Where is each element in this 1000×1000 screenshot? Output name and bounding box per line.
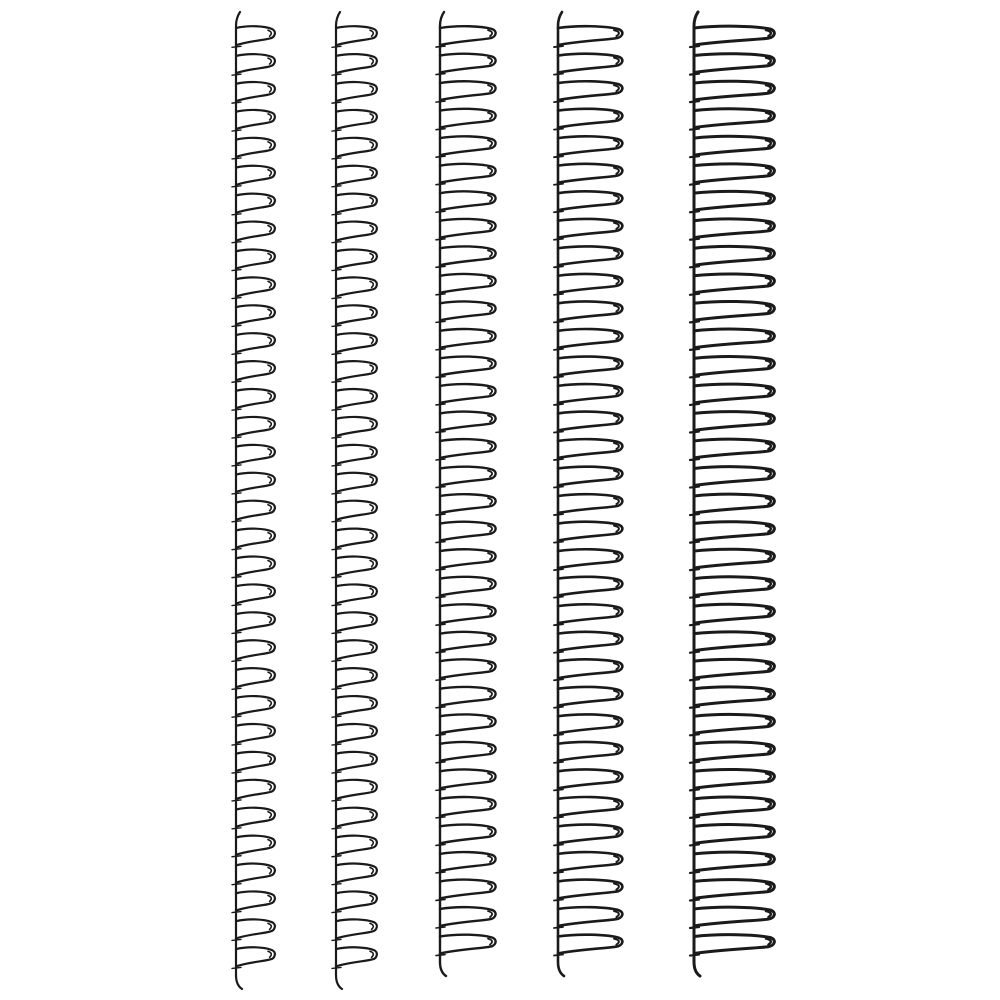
coil-tick: [690, 74, 699, 75]
coil-tick: [554, 294, 563, 295]
coil-tick: [554, 239, 563, 240]
coil-tick: [436, 101, 445, 102]
coil-tick: [332, 577, 341, 578]
coil-tick: [554, 927, 563, 928]
coil-tick: [690, 707, 699, 708]
coil-tick: [332, 493, 341, 494]
coil-tick: [332, 158, 341, 159]
coil-tick: [332, 521, 341, 522]
coil-tick: [436, 707, 445, 708]
coil-tick: [232, 74, 241, 75]
coil-tick: [690, 404, 699, 405]
coil-tick: [690, 294, 699, 295]
coil-tick: [232, 800, 241, 801]
coil-tick: [436, 624, 445, 625]
coil-tick: [332, 716, 341, 717]
coil-tick: [332, 381, 341, 382]
coil-tick: [690, 789, 699, 790]
coil-tick: [332, 102, 341, 103]
coil-tick: [232, 102, 241, 103]
coil-tick: [690, 844, 699, 845]
coil-tick: [690, 459, 699, 460]
coil-tick: [436, 817, 445, 818]
coil-tick: [690, 872, 699, 873]
coil-tick: [554, 624, 563, 625]
coil-tick: [436, 239, 445, 240]
coil-tick: [332, 549, 341, 550]
coil-tick: [554, 404, 563, 405]
coil-tick: [690, 211, 699, 212]
coil-tick: [332, 939, 341, 940]
coil-tick: [436, 679, 445, 680]
coil-tick: [436, 156, 445, 157]
coil-tick: [554, 349, 563, 350]
coil-tick: [690, 349, 699, 350]
coil-tick: [554, 679, 563, 680]
coil-tick: [690, 487, 699, 488]
coil-tick: [690, 679, 699, 680]
coil-tick: [436, 597, 445, 598]
coil-tick: [232, 939, 241, 940]
coil-tick: [554, 266, 563, 267]
coil-tick: [232, 828, 241, 829]
coil-tick: [554, 762, 563, 763]
coil-tick: [332, 772, 341, 773]
coil-tick: [690, 624, 699, 625]
coil-tick: [690, 762, 699, 763]
coil-tick: [690, 899, 699, 900]
coil-tick: [436, 184, 445, 185]
coil-tick: [232, 437, 241, 438]
coil-tick: [332, 46, 341, 47]
coil-tick: [436, 211, 445, 212]
coil-tick: [554, 74, 563, 75]
coil-tick: [690, 376, 699, 377]
coil-tick: [690, 321, 699, 322]
coil-tick: [232, 688, 241, 689]
coil-tick: [332, 800, 341, 801]
coil-tick: [436, 762, 445, 763]
coil-tick: [690, 184, 699, 185]
coil-tick: [232, 493, 241, 494]
coil-tick: [232, 353, 241, 354]
coil-tick: [232, 381, 241, 382]
coil-tick: [232, 298, 241, 299]
coil-tick: [690, 514, 699, 515]
coil-tick: [436, 734, 445, 735]
coil-tick: [690, 927, 699, 928]
coil-tick: [232, 325, 241, 326]
coil-tick: [554, 184, 563, 185]
coil-tick: [232, 214, 241, 215]
coil-tick: [436, 321, 445, 322]
coil-tick: [436, 652, 445, 653]
coil-tick: [554, 955, 563, 956]
coil-tick: [554, 46, 563, 47]
coil-tick: [554, 734, 563, 735]
coil-tick: [436, 927, 445, 928]
coil-tick: [332, 632, 341, 633]
coil-tick: [332, 967, 341, 968]
coil-tick: [690, 652, 699, 653]
coil-tick: [332, 214, 341, 215]
coil-tick: [554, 707, 563, 708]
coil-tick: [554, 129, 563, 130]
coil-tick: [436, 266, 445, 267]
coil-tick: [232, 716, 241, 717]
coil-tick: [690, 597, 699, 598]
coil-tick: [690, 239, 699, 240]
coil-tick: [436, 955, 445, 956]
coil-tick: [690, 542, 699, 543]
coil-tick: [554, 321, 563, 322]
coil-tick: [436, 872, 445, 873]
coil-tick: [690, 266, 699, 267]
coil-tick: [232, 660, 241, 661]
coil-tick: [554, 431, 563, 432]
coil-tick: [690, 817, 699, 818]
coil-tick: [690, 431, 699, 432]
coil-tick: [232, 242, 241, 243]
coil-tick: [232, 158, 241, 159]
coil-tick: [232, 744, 241, 745]
coil-tick: [232, 967, 241, 968]
coil-tick: [232, 772, 241, 773]
coil-tick: [332, 744, 341, 745]
coil-tick: [436, 294, 445, 295]
coil-tick: [436, 349, 445, 350]
coil-tick: [554, 569, 563, 570]
coil-tick: [436, 404, 445, 405]
coil-tick: [232, 46, 241, 47]
coil-tick: [332, 688, 341, 689]
coil-tick: [690, 955, 699, 956]
coil-tick: [332, 353, 341, 354]
coil-tick: [436, 129, 445, 130]
coil-tick: [436, 376, 445, 377]
coil-tick: [332, 74, 341, 75]
coil-tick: [436, 459, 445, 460]
coil-tick: [332, 409, 341, 410]
coil-tick: [436, 74, 445, 75]
coil-tick: [332, 660, 341, 661]
coil-tick: [554, 899, 563, 900]
coil-tick: [232, 912, 241, 913]
coil-tick: [690, 569, 699, 570]
coil-tick: [332, 465, 341, 466]
coil-tick: [554, 789, 563, 790]
coil-tick: [232, 856, 241, 857]
coil-tick: [436, 844, 445, 845]
coil-tick: [554, 101, 563, 102]
coil-tick: [690, 46, 699, 47]
coil-tick: [436, 542, 445, 543]
coil-tick: [332, 437, 341, 438]
coil-tick: [436, 431, 445, 432]
coil-tick: [690, 129, 699, 130]
coil-tick: [232, 186, 241, 187]
coil-tick: [232, 130, 241, 131]
coil-tick: [554, 211, 563, 212]
coil-tick: [332, 605, 341, 606]
coil-tick: [436, 789, 445, 790]
coil-tick: [232, 465, 241, 466]
coil-tick: [554, 487, 563, 488]
coil-tick: [554, 376, 563, 377]
coil-tick: [332, 884, 341, 885]
coil-tick: [436, 899, 445, 900]
coil-tick: [332, 130, 341, 131]
coil-tick: [332, 186, 341, 187]
coil-tick: [554, 817, 563, 818]
coil-tick: [232, 409, 241, 410]
coil-tick: [232, 577, 241, 578]
coil-tick: [232, 884, 241, 885]
coil-tick: [332, 325, 341, 326]
coil-tick: [554, 844, 563, 845]
coil-tick: [436, 514, 445, 515]
coil-tick: [332, 856, 341, 857]
coil-tick: [554, 514, 563, 515]
coil-tick: [232, 605, 241, 606]
coil-tick: [332, 828, 341, 829]
coil-tick: [690, 734, 699, 735]
coil-tick: [554, 597, 563, 598]
coil-tick: [332, 912, 341, 913]
coil-tick: [690, 101, 699, 102]
coil-tick: [232, 521, 241, 522]
coil-tick: [332, 298, 341, 299]
coil-tick: [436, 487, 445, 488]
coil-tick: [554, 872, 563, 873]
coil-tick: [232, 270, 241, 271]
coil-tick: [436, 569, 445, 570]
coil-tick: [554, 459, 563, 460]
coil-tick: [554, 542, 563, 543]
coil-tick: [690, 156, 699, 157]
coil-tick: [554, 652, 563, 653]
coil-tick: [232, 549, 241, 550]
coil-tick: [436, 46, 445, 47]
coil-tick: [332, 270, 341, 271]
coil-tick: [332, 242, 341, 243]
coil-tick: [232, 632, 241, 633]
coil-tick: [554, 156, 563, 157]
